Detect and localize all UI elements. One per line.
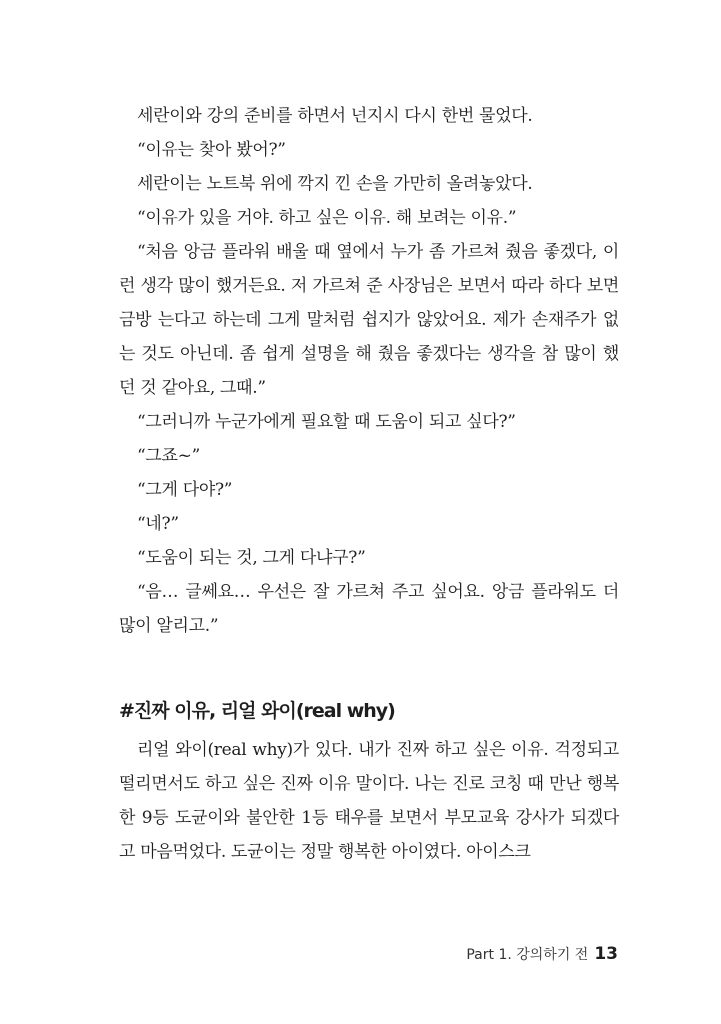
running-head: Part 1. 강의하기 전: [466, 947, 589, 963]
paragraph: “이유는 찾아 봤어?”: [137, 140, 286, 160]
paragraph: “그게 다야?”: [137, 480, 233, 500]
paragraph: “그죠~”: [137, 446, 200, 466]
paragraph: 리얼 와이(real why)가 있다. 내가 진짜 하고 싶은 이유. 걱정되고 떨리면서도 하고 싶은 진짜 이유 말이다. 나는 진로 코칭 때 만난 행복한 9등 도균이와 불안한 1등 태우를 보면서 부모교육 강사가 되겠다고 마음먹었다. 도균이는 정말 행복한 아이였다. 아이스크: [119, 740, 619, 862]
page-footer: [466, 944, 618, 964]
section-body: [119, 733, 619, 869]
dialogue-section: [119, 99, 619, 643]
paragraph: “그러니까 누군가에게 필요할 때 도움이 되고 싶다?”: [137, 412, 516, 432]
page-number: 13: [594, 944, 618, 964]
paragraph: 세란이는 노트북 위에 깍지 낀 손을 가만히 올려놓았다.: [137, 174, 533, 194]
paragraph: “네?”: [137, 514, 179, 534]
paragraph: “도움이 되는 것, 그게 다냐구?”: [137, 548, 366, 568]
paragraph: “처음 앙금 플라워 배울 때 옆에서 누가 좀 가르쳐 줬음 좋겠다, 이런 생각 많이 했거든요. 저 가르쳐 준 사장님은 보면서 따라 하다 보면 금방 는다고 하는데 그게 말처럼 쉽지가 않았어요. 제가 손재주가 없는 것도 아닌데. 좀 쉽게 설명을 해 줬음 좋겠다는 생각을 참 많이 했던 것 같아요, 그때.”: [119, 242, 619, 398]
paragraph: “음… 글쎄요… 우선은 잘 가르쳐 주고 싶어요. 앙금 플라워도 더 많이 알리고.”: [119, 582, 619, 636]
section-heading: #진짜 이유, 리얼 와이(real why): [119, 700, 395, 722]
paragraph: “이유가 있을 거야. 하고 싶은 이유. 해 보려는 이유.”: [137, 208, 517, 228]
paragraph: 세란이와 강의 준비를 하면서 넌지시 다시 한번 물었다.: [137, 106, 533, 126]
